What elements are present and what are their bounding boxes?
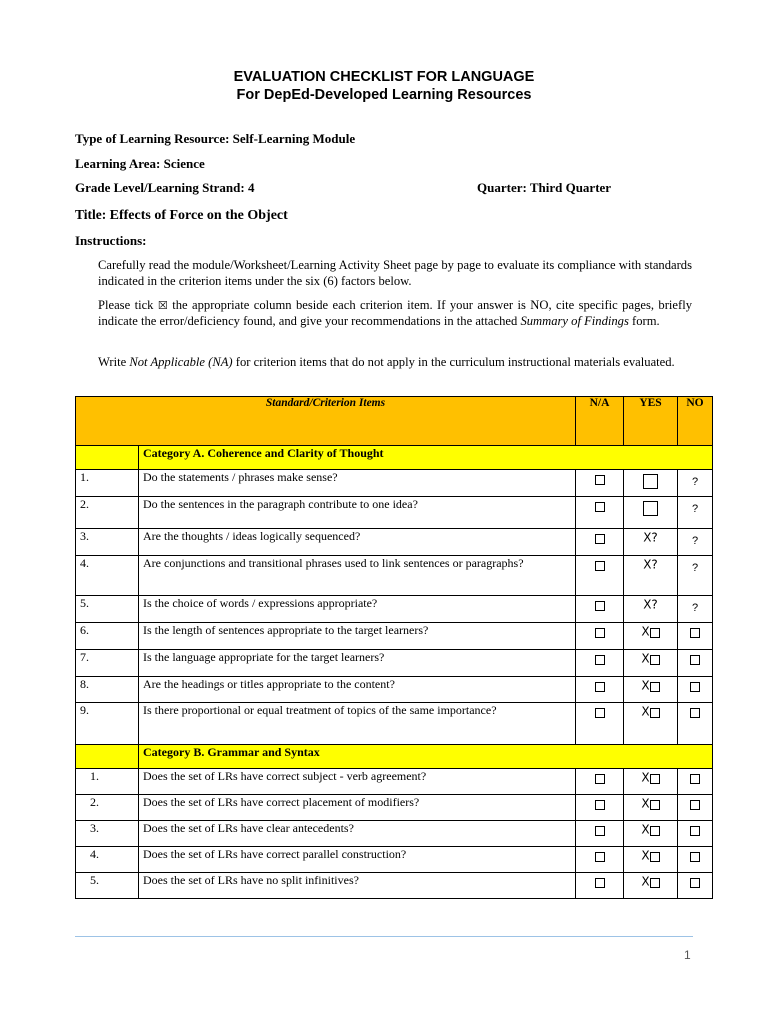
table-row (76, 703, 713, 745)
no-cell (678, 529, 713, 556)
checkbox-icon[interactable] (690, 878, 700, 888)
row-number (76, 703, 139, 745)
criterion-text (139, 821, 576, 847)
criterion-text (139, 623, 576, 650)
yes-mark: X? (643, 597, 658, 612)
criterion-text-value: Are conjunctions and transitional phrases used to link sentences or paragraphs? (143, 556, 524, 570)
checkbox-icon[interactable] (690, 655, 700, 665)
row-number-text: 1. (90, 769, 99, 783)
checkbox-icon[interactable] (643, 501, 658, 516)
yes-mark: X? (643, 530, 658, 545)
row-number (76, 497, 139, 529)
table-row (76, 556, 713, 596)
criterion-text-value: Is the choice of words / expressions appropriate? (143, 596, 378, 610)
table-row (76, 529, 713, 556)
checkbox-icon[interactable] (595, 502, 605, 512)
checkbox-icon[interactable] (690, 708, 700, 718)
document-subtitle: For DepEd-Developed Learning Resources (236, 87, 532, 103)
instruction-paragraph-2 (98, 298, 692, 329)
table-row (76, 677, 713, 703)
na-cell (576, 873, 624, 899)
instruction-2-c: form. (632, 313, 660, 328)
no-cell (678, 703, 713, 745)
criteria-table (75, 396, 713, 899)
checkbox-icon[interactable] (595, 682, 605, 692)
col-na-header: N/A (576, 397, 624, 446)
instruction-2-a: Please tick (98, 298, 154, 312)
row-number-text: 7. (80, 650, 89, 664)
na-cell (576, 703, 624, 745)
yes-mark: X? (643, 557, 658, 572)
na-cell (576, 650, 624, 677)
yes-mark: X (641, 770, 650, 785)
checkbox-icon[interactable] (595, 534, 605, 544)
checkbox-icon[interactable] (650, 878, 660, 888)
row-number (76, 795, 139, 821)
category-a-spacer (76, 446, 139, 470)
instruction-paragraph-3 (98, 355, 692, 371)
checkbox-icon[interactable] (595, 561, 605, 571)
no-cell (678, 795, 713, 821)
na-cell (576, 623, 624, 650)
row-number-text: 8. (80, 677, 89, 691)
yes-mark: X (641, 704, 650, 719)
yes-cell (624, 556, 678, 596)
checkbox-icon[interactable] (595, 878, 605, 888)
criterion-text (139, 873, 576, 899)
row-number-text: 2. (90, 795, 99, 809)
category-b-row (76, 745, 713, 769)
no-cell (678, 650, 713, 677)
checkbox-icon[interactable] (595, 800, 605, 810)
checkbox-icon[interactable] (595, 826, 605, 836)
yes-cell (624, 677, 678, 703)
category-b-body (76, 769, 713, 899)
checkbox-icon[interactable] (650, 655, 660, 665)
table-row (76, 470, 713, 497)
row-number (76, 596, 139, 623)
criterion-text (139, 769, 576, 795)
na-cell (576, 497, 624, 529)
yes-mark: X (641, 678, 650, 693)
criterion-text (139, 703, 576, 745)
criterion-text (139, 497, 576, 529)
criterion-text (139, 596, 576, 623)
document-title: EVALUATION CHECKLIST FOR LANGUAGE (233, 69, 535, 85)
category-b-label: Category B. Grammar and Syntax (139, 745, 713, 769)
no-cell (678, 847, 713, 873)
na-cell (576, 529, 624, 556)
criterion-text (139, 677, 576, 703)
table-row (76, 650, 713, 677)
row-number (76, 847, 139, 873)
page-number: 1 (684, 948, 691, 962)
criterion-text-value: Do the sentences in the paragraph contribute to one idea? (143, 497, 418, 511)
checkbox-icon[interactable] (643, 474, 658, 489)
row-number-text: 1. (80, 470, 89, 484)
module-title (75, 207, 288, 224)
no-cell (678, 873, 713, 899)
no-mark: ? (691, 503, 699, 515)
quarter: Quarter: Third Quarter (477, 180, 612, 195)
checkbox-icon[interactable] (690, 682, 700, 692)
checkbox-icon[interactable] (595, 708, 605, 718)
checkbox-icon[interactable] (690, 800, 700, 810)
checkbox-icon[interactable] (595, 655, 605, 665)
criterion-text-value: Is there proportional or equal treatment of topics of the same importance? (143, 703, 497, 717)
category-a-label: Category A. Coherence and Clarity of Thought (139, 446, 713, 470)
yes-cell (624, 795, 678, 821)
table-row (76, 596, 713, 623)
criterion-text (139, 556, 576, 596)
table-row (76, 497, 713, 529)
table-row (76, 623, 713, 650)
checkbox-icon[interactable] (650, 852, 660, 862)
checkbox-icon[interactable] (595, 601, 605, 611)
yes-mark: X (641, 874, 650, 889)
instruction-paragraph-1: Carefully read the module/Worksheet/Learning Activity Sheet page by page to evaluate its compliance with standards indicated in the criterion items under the six (6) factors below. (98, 258, 692, 288)
category-a-body (76, 470, 713, 745)
yes-mark: X (641, 848, 650, 863)
checkbox-icon[interactable] (690, 826, 700, 836)
yes-cell (624, 821, 678, 847)
module-title-label: Title: (75, 207, 107, 222)
row-number (76, 821, 139, 847)
criterion-text-value: Does the set of LRs have correct subject - verb agreement? (143, 769, 427, 783)
yes-cell (624, 847, 678, 873)
na-cell (576, 470, 624, 497)
category-a-row (76, 446, 713, 470)
no-mark: ? (691, 602, 699, 614)
table-row (76, 795, 713, 821)
no-cell (678, 821, 713, 847)
checkbox-icon[interactable] (595, 475, 605, 485)
no-cell (678, 623, 713, 650)
checkbox-icon: ☒ (157, 299, 168, 312)
checkbox-icon[interactable] (650, 682, 660, 692)
col-yes-header: YES (624, 397, 678, 446)
no-mark: ? (691, 476, 699, 488)
no-cell (678, 470, 713, 497)
no-cell (678, 497, 713, 529)
na-cell (576, 556, 624, 596)
na-cell (576, 821, 624, 847)
footer-divider (75, 936, 693, 937)
row-number-text: 2. (80, 497, 89, 511)
col-criteria-header: Standard/Criterion Items (76, 397, 576, 446)
row-number-text: 6. (80, 623, 89, 637)
resource-type: Type of Learning Resource: Self-Learning Module (75, 131, 356, 146)
checkbox-icon[interactable] (650, 826, 660, 836)
instructions-label: Instructions: (75, 233, 147, 248)
col-no-header: NO (678, 397, 713, 446)
checkbox-icon[interactable] (690, 774, 700, 784)
yes-mark: X (641, 796, 650, 811)
row-number (76, 529, 139, 556)
row-number-text: 4. (90, 847, 99, 861)
row-number (76, 873, 139, 899)
criterion-text-value: Is the language appropriate for the target learners? (143, 650, 385, 664)
criterion-text-value: Are the headings or titles appropriate to the content? (143, 677, 395, 691)
yes-cell (624, 529, 678, 556)
row-number (76, 556, 139, 596)
criterion-text (139, 847, 576, 873)
not-applicable: Not Applicable (NA) (129, 355, 233, 369)
checkbox-icon[interactable] (595, 628, 605, 638)
yes-cell (624, 497, 678, 529)
criterion-text-value: Does the set of LRs have correct parallel construction? (143, 847, 407, 861)
row-number-text: 5. (90, 873, 99, 887)
yes-cell (624, 703, 678, 745)
no-cell (678, 769, 713, 795)
row-number-text: 3. (80, 529, 89, 543)
criterion-text-value: Does the set of LRs have clear antecedents? (143, 821, 354, 835)
na-cell (576, 596, 624, 623)
row-number (76, 769, 139, 795)
checkbox-icon[interactable] (650, 774, 660, 784)
yes-cell (624, 769, 678, 795)
table-row (76, 821, 713, 847)
criterion-text (139, 529, 576, 556)
checkbox-icon[interactable] (650, 800, 660, 810)
no-mark: ? (691, 535, 699, 547)
checkbox-icon[interactable] (650, 628, 660, 638)
row-number (76, 623, 139, 650)
checkbox-icon[interactable] (650, 708, 660, 718)
instruction-3-b: for criterion items that do not apply in the curriculum instructional materials evaluated. (235, 355, 675, 369)
table-header-row (76, 397, 713, 446)
no-cell (678, 677, 713, 703)
yes-mark: X (641, 651, 650, 666)
na-cell (576, 769, 624, 795)
instruction-2-b: the appropriate column beside each criterion item. If your answer is NO, cite specific pages, briefly indicate the error/deficiency found, and give your recommendations in the attached (98, 298, 692, 328)
module-title-value: Effects of Force on the Object (109, 208, 288, 223)
criterion-text-value: Is the length of sentences appropriate to the target learners? (143, 623, 429, 637)
row-number-text: 4. (80, 556, 89, 570)
no-mark: ? (691, 562, 699, 574)
criterion-text-value: Does the set of LRs have no split infinitives? (143, 873, 359, 887)
row-number (76, 650, 139, 677)
yes-mark: X (641, 624, 650, 639)
row-number-text: 9. (80, 703, 89, 717)
no-cell (678, 556, 713, 596)
row-number (76, 470, 139, 497)
row-number (76, 677, 139, 703)
criterion-text-value: Does the set of LRs have correct placement of modifiers? (143, 795, 420, 809)
criterion-text-value: Do the statements / phrases make sense? (143, 470, 338, 484)
na-cell (576, 795, 624, 821)
checkbox-icon[interactable] (690, 628, 700, 638)
yes-cell (624, 623, 678, 650)
na-cell (576, 677, 624, 703)
grade-level: Grade Level/Learning Strand: 4 (75, 180, 255, 195)
na-cell (576, 847, 624, 873)
criterion-text (139, 795, 576, 821)
checkbox-icon[interactable] (690, 852, 700, 862)
learning-area: Learning Area: Science (75, 156, 205, 171)
yes-mark: X (641, 822, 650, 837)
table-row (76, 847, 713, 873)
table-row (76, 873, 713, 899)
table-row (76, 769, 713, 795)
checkbox-icon[interactable] (595, 774, 605, 784)
criterion-text (139, 470, 576, 497)
row-number-text: 5. (80, 596, 89, 610)
checkbox-icon[interactable] (595, 852, 605, 862)
no-cell (678, 596, 713, 623)
row-number-text: 3. (90, 821, 99, 835)
criterion-text (139, 650, 576, 677)
criterion-text-value: Are the thoughts / ideas logically sequenced? (143, 529, 361, 543)
yes-cell (624, 470, 678, 497)
yes-cell (624, 596, 678, 623)
category-b-spacer (76, 745, 139, 769)
summary-of-findings: Summary of Findings (520, 313, 629, 328)
instruction-3-a: Write (98, 355, 127, 369)
yes-cell (624, 873, 678, 899)
yes-cell (624, 650, 678, 677)
